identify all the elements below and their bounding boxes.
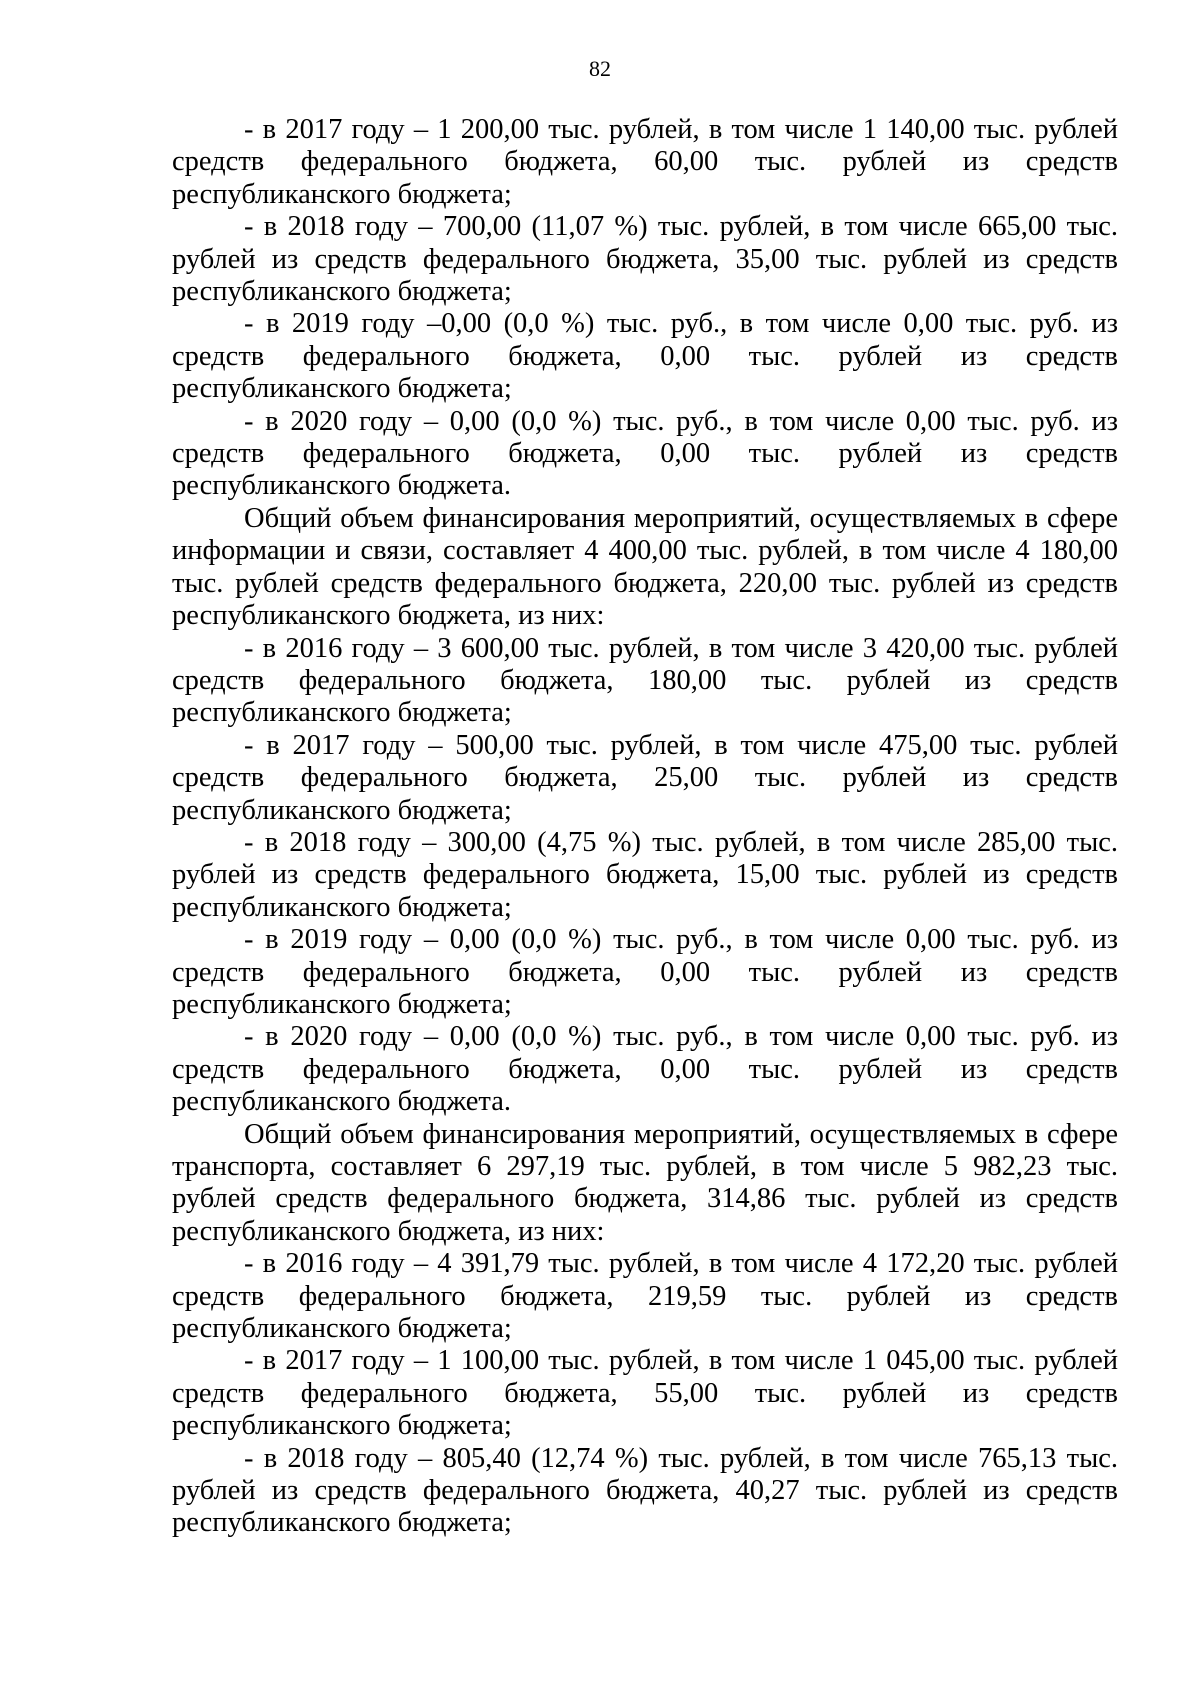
- paragraph-2018-budget: - в 2018 году – 700,00 (11,07 %) тыс. рублей, в том числе 665,00 тыс. рублей из средств федерального бюджета, 35,00 тыс. рублей из средств республиканского бюджета;: [172, 211, 1118, 308]
- paragraph-2019-budget: - в 2019 году –0,00 (0,0 %) тыс. руб., в том числе 0,00 тыс. руб. из средств федерального бюджета, 0,00 тыс. рублей из средств республиканского бюджета;: [172, 308, 1118, 405]
- paragraph-info-2019: - в 2019 году – 0,00 (0,0 %) тыс. руб., в том числе 0,00 тыс. руб. из средств федерального бюджета, 0,00 тыс. рублей из средств республиканского бюджета;: [172, 924, 1118, 1020]
- paragraph-info-2020: - в 2020 году – 0,00 (0,0 %) тыс. руб., в том числе 0,00 тыс. руб. из средств федерального бюджета, 0,00 тыс. рублей из средств республиканского бюджета.: [172, 1021, 1118, 1118]
- page-number: 82: [589, 56, 611, 81]
- document-body: [172, 114, 1118, 1540]
- paragraph-info-2017: - в 2017 году – 500,00 тыс. рублей, в том числе 475,00 тыс. рублей средств федерального бюджета, 25,00 тыс. рублей из средств республиканского бюджета;: [172, 729, 1118, 826]
- paragraph-transport-total: Общий объем финансирования мероприятий, осуществляемых в сфере транспорта, составляет 6 297,19 тыс. рублей, в том числе 5 982,23 тыс. рублей средств федерального бюджета, 314,86 тыс. рублей из средств республиканского бюджета, из них:: [172, 1118, 1118, 1247]
- paragraph-2017-budget: - в 2017 году – 1 200,00 тыс. рублей, в том числе 1 140,00 тыс. рублей средств федерального бюджета, 60,00 тыс. рублей из средств республиканского бюджета;: [172, 114, 1118, 210]
- paragraph-transport-2016: - в 2016 году – 4 391,79 тыс. рублей, в том числе 4 172,20 тыс. рублей средств федерального бюджета, 219,59 тыс. рублей из средств республиканского бюджета;: [172, 1248, 1118, 1345]
- paragraph-transport-2018: - в 2018 году – 805,40 (12,74 %) тыс. рублей, в том числе 765,13 тыс. рублей из средств федерального бюджета, 40,27 тыс. рублей из средств республиканского бюджета;: [172, 1442, 1118, 1539]
- paragraph-2020-budget: - в 2020 году – 0,00 (0,0 %) тыс. руб., в том числе 0,00 тыс. руб. из средств федерального бюджета, 0,00 тыс. рублей из средств республиканского бюджета.: [172, 405, 1118, 502]
- paragraph-info-communication-total: Общий объем финансирования мероприятий, осуществляемых в сфере информации и связи, составляет 4 400,00 тыс. рублей, в том числе 4 180,00 тыс. рублей средств федерального бюджета, 220,00 тыс. рублей из средств республиканского бюджета, из них:: [172, 502, 1118, 632]
- paragraph-info-2018: - в 2018 году – 300,00 (4,75 %) тыс. рублей, в том числе 285,00 тыс. рублей из средств федерального бюджета, 15,00 тыс. рублей из средств республиканского бюджета;: [172, 826, 1118, 923]
- paragraph-transport-2017: - в 2017 году – 1 100,00 тыс. рублей, в том числе 1 045,00 тыс. рублей средств федерального бюджета, 55,00 тыс. рублей из средств республиканского бюджета;: [172, 1345, 1118, 1442]
- paragraph-info-2016: - в 2016 году – 3 600,00 тыс. рублей, в том числе 3 420,00 тыс. рублей средств федерального бюджета, 180,00 тыс. рублей из средств республиканского бюджета;: [172, 632, 1118, 729]
